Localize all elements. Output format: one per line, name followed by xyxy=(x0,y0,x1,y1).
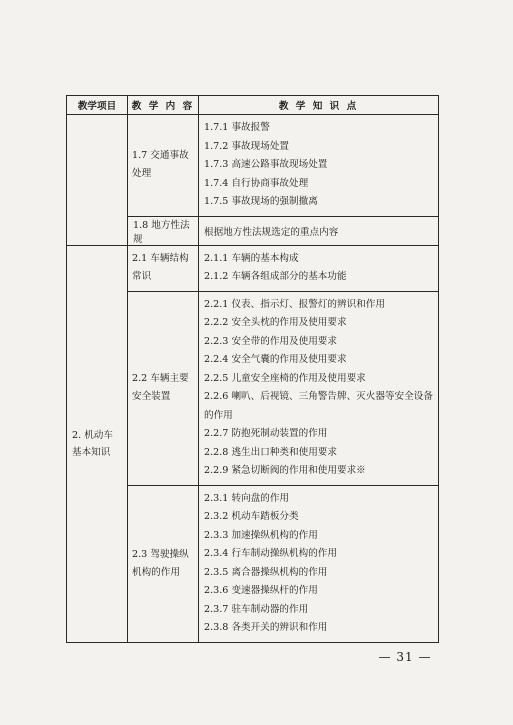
knowledge-point: 2.2.2 安全头枕的作用及使用要求 xyxy=(204,317,347,328)
knowledge-point: 2.2.5 儿童安全座椅的作用及使用要求 xyxy=(204,372,366,384)
knowledge-cell: 根据地方性法规选定的重点内容 xyxy=(199,216,439,245)
knowledge-point: 2.3.5 离合器操纵机构的作用 xyxy=(204,566,328,578)
knowledge-point: 2.3.1 转向盘的作用 xyxy=(204,492,290,504)
knowledge-point: 1.7.5 事故现场的强制撤离 xyxy=(204,196,318,207)
content-cell: 2.2 车辆主要安全装置 xyxy=(128,291,199,485)
knowledge-point: 1.7.2 事故现场处置 xyxy=(204,140,290,152)
table-header-row xyxy=(67,96,439,115)
knowledge-point: 2.3.4 行车制动操纵机构的作用 xyxy=(204,548,337,559)
page-number: — 31 — xyxy=(378,650,432,664)
knowledge-point: 2.2.4 安全气囊的作用及使用要求 xyxy=(204,354,347,365)
knowledge-point: 2.3.7 驻车制动器的作用 xyxy=(204,603,309,615)
knowledge-point: 2.3.8 各类开关的辨识和作用 xyxy=(204,622,328,633)
curriculum-table xyxy=(66,95,439,643)
table-row xyxy=(67,115,439,217)
header-knowledge-points: 教 学 知 识 点 xyxy=(199,96,439,115)
knowledge-point: 2.1.1 车辆的基本构成 xyxy=(204,252,299,264)
knowledge-cell xyxy=(199,115,439,217)
knowledge-point: 2.2.3 安全带的作用及使用要求 xyxy=(204,335,337,347)
knowledge-point: 1.7.3 高速公路事故现场处置 xyxy=(204,159,328,170)
knowledge-point: 2.1.2 车辆各组成部分的基本功能 xyxy=(204,271,347,282)
knowledge-point: 2.2.7 防抱死制动装置的作用 xyxy=(204,428,328,439)
knowledge-point: 2.3.3 加速操纵机构的作用 xyxy=(204,529,318,541)
header-teaching-content: 教 学 内 容 xyxy=(128,96,199,115)
knowledge-cell xyxy=(199,485,439,642)
knowledge-point: 1.7.1 事故报警 xyxy=(204,122,270,133)
knowledge-point: 2.2.6 喇叭、后视镜、三角警告牌、灭火器等安全设备的作用 xyxy=(204,391,433,421)
knowledge-point: 1.7.4 自行协商事故处理 xyxy=(204,177,309,189)
content-cell: 1.7 交通事故处理 xyxy=(128,115,199,217)
item-cell: 2. 机动车基本知识 xyxy=(67,245,128,642)
knowledge-cell xyxy=(199,245,439,291)
knowledge-point: 2.2.1 仪表、指示灯、报警灯的辨识和作用 xyxy=(204,298,385,310)
content-cell: 1.8 地方性法规 xyxy=(128,216,199,245)
content-cell: 2.1 车辆结构常识 xyxy=(128,245,199,291)
header-teaching-item: 教学项目 xyxy=(67,96,128,115)
item-cell-section-1-continued xyxy=(67,115,128,246)
knowledge-cell xyxy=(199,291,439,485)
content-cell: 2.3 驾驶操纵机构的作用 xyxy=(128,485,199,642)
knowledge-point: 2.2.9 紧急切断阀的作用和使用要求※ xyxy=(204,465,366,476)
knowledge-point: 2.3.2 机动车踏板分类 xyxy=(204,511,299,522)
knowledge-point: 2.3.6 变速器操纵杆的作用 xyxy=(204,585,318,596)
knowledge-point: 2.2.8 逃生出口种类和使用要求 xyxy=(204,446,337,458)
table-row xyxy=(67,245,439,291)
